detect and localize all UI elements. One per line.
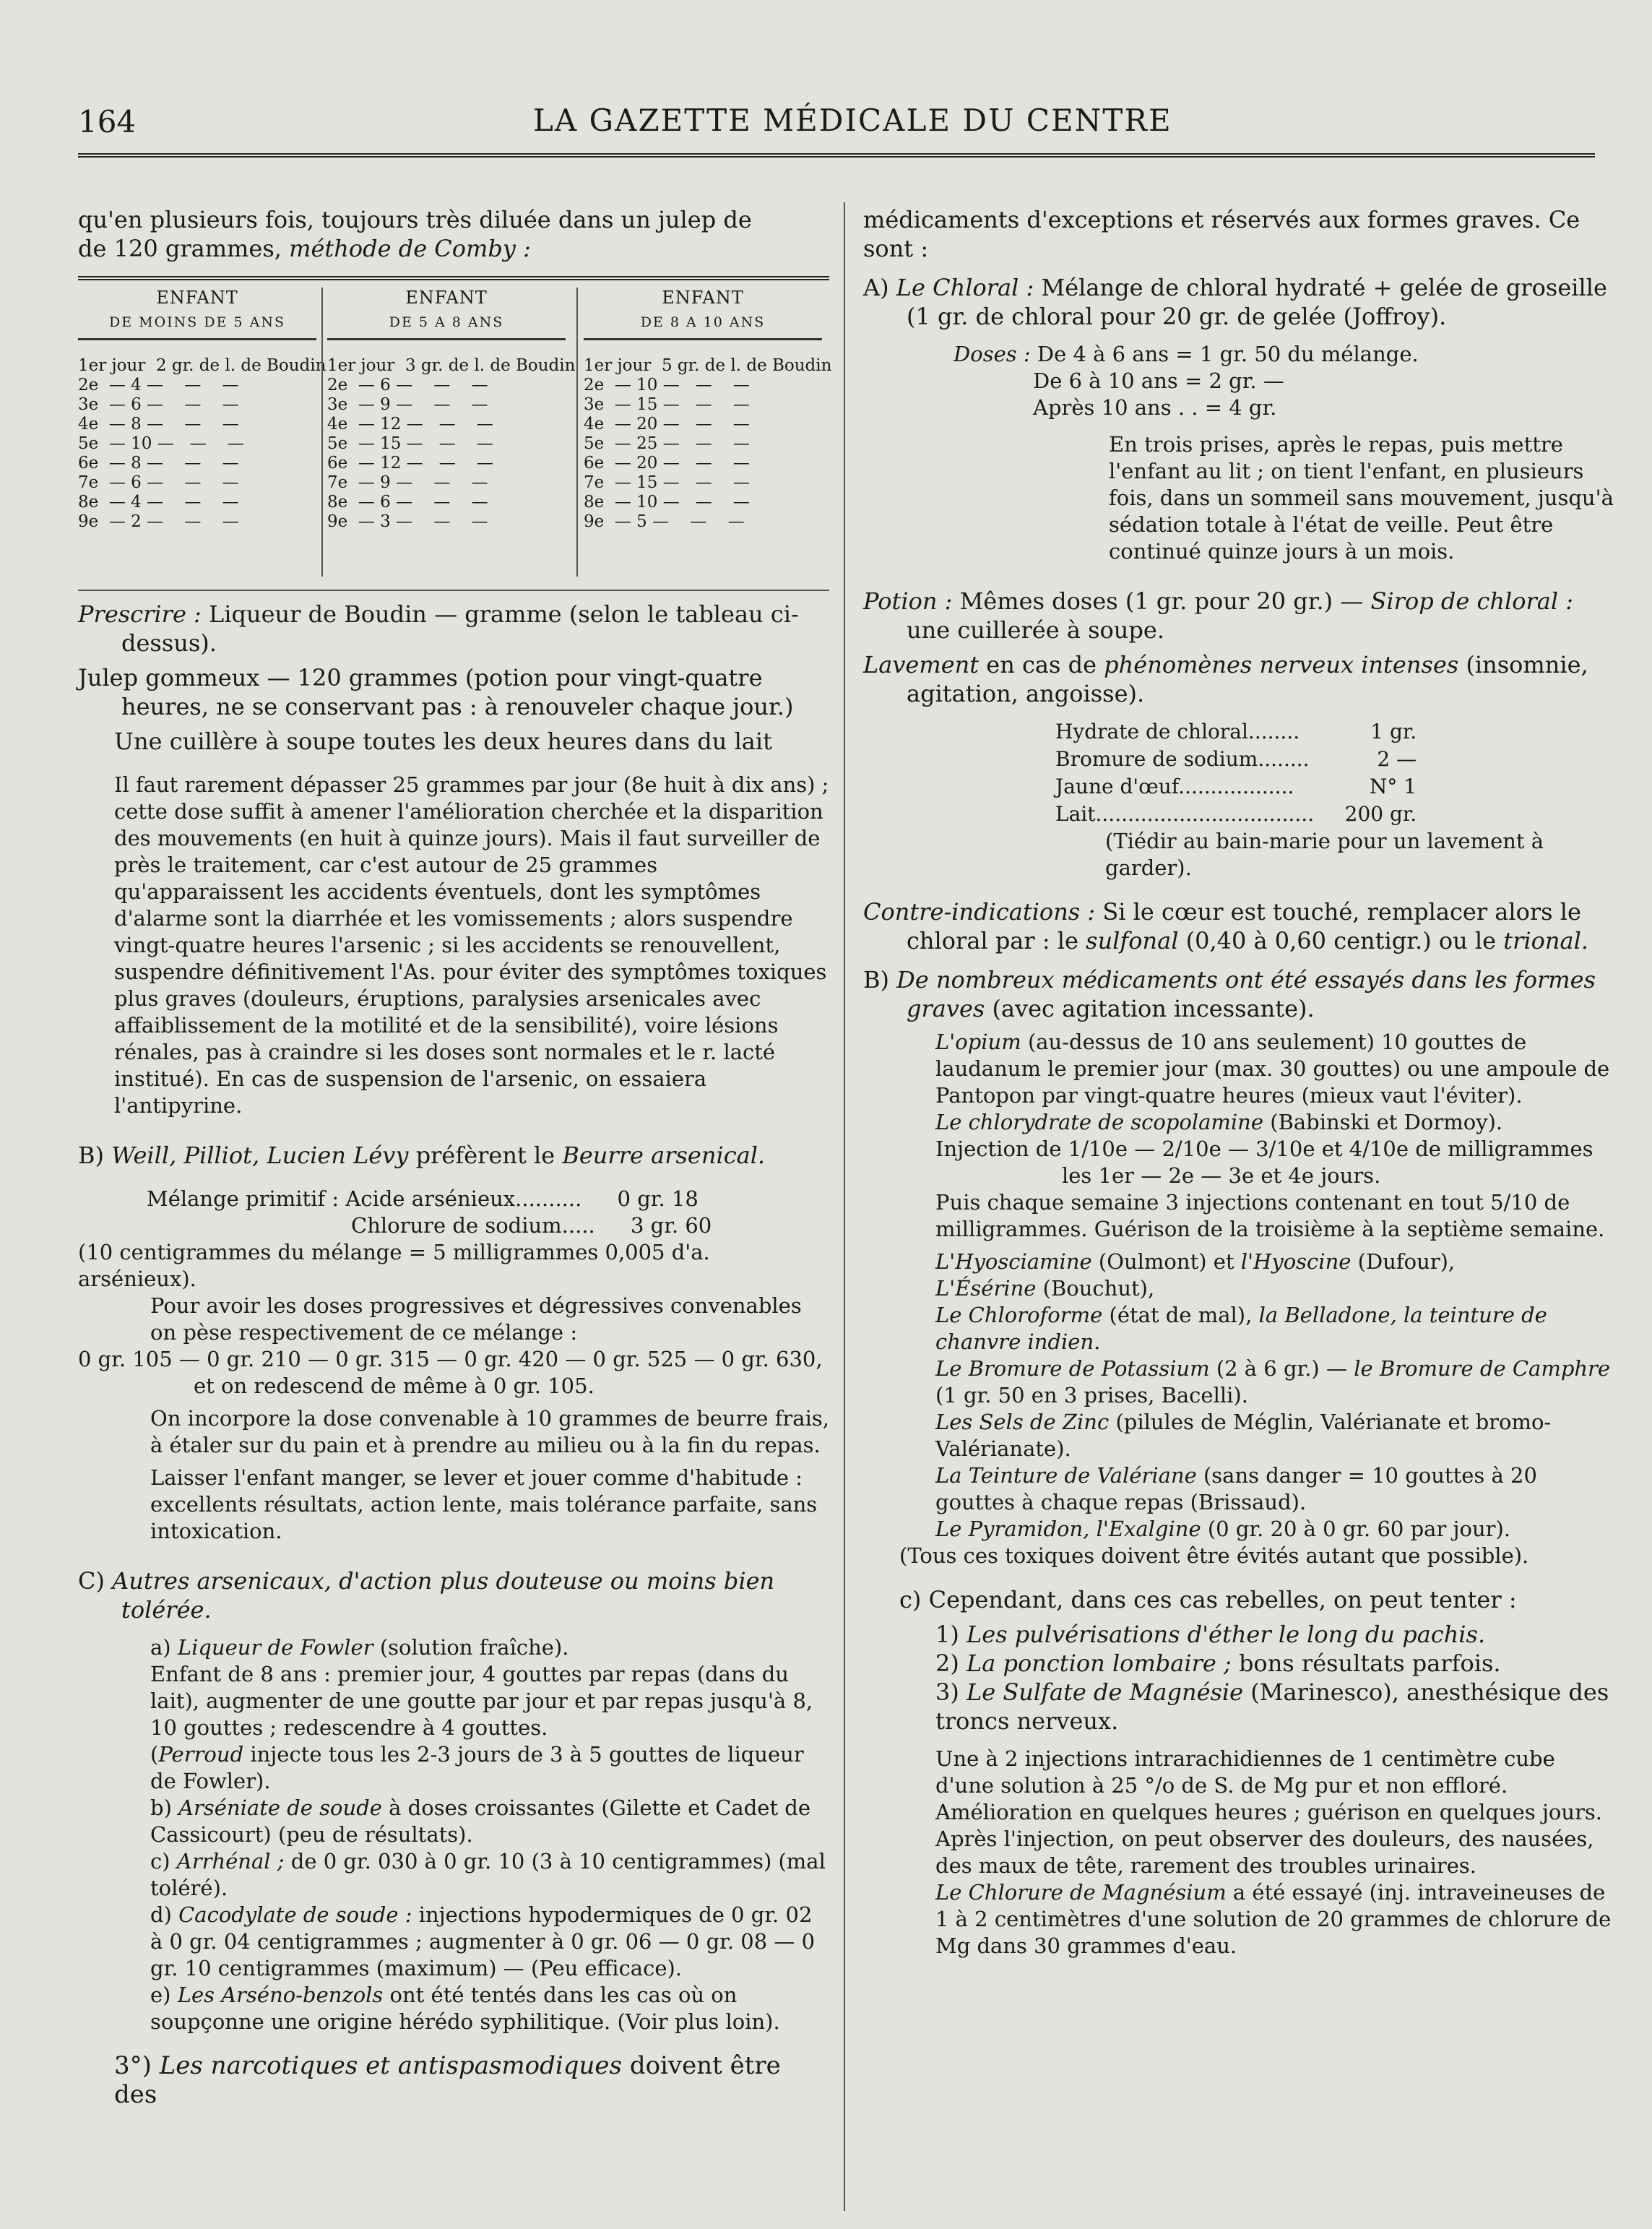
dose-rows [327, 356, 576, 532]
column-head: ENFANT [405, 288, 488, 308]
apres-paragraph: Après l'injection, on peut observer des douleurs, des nausées, des maux de tête, rarement des troubles urinaires. [935, 1827, 1594, 1878]
dose-row: 4e — 12 — — — [327, 415, 493, 434]
scopolamine-line: Le chlorydrate de scopolamine (Babinski et Dormoy). [935, 1110, 1503, 1134]
arseno-benzols-line: e) Les Arséno-benzols ont été tentés dans les cas où on soupçonne une origine hérédo syphilitique. (Voir plus loin). [150, 1983, 780, 2034]
recipe-row: Jaune d'œuf.................. N° 1 [1055, 775, 1417, 798]
dose-line: De 6 à 10 ans = 2 gr. — [1033, 368, 1284, 393]
dosage-column [584, 288, 832, 532]
incorpore-paragraph: On incorpore la dose convenable à 10 grammes de beurre frais, à étaler sur du pain et à prendre au milieu ou à la fin du repas. [150, 1406, 829, 1457]
arseniate-line: b) Arséniate de soude à doses croissantes (Gilette et Cadet de Cassicourt) (peu de résultats). [150, 1795, 811, 1847]
dose-row: 9e — 5 — — — [584, 512, 745, 531]
injection-line: Injection de 1/10e — 2/10e — 3/10e et 4/10e de milligrammes [935, 1137, 1593, 1161]
column-head: ENFANT [156, 288, 238, 308]
left-column [78, 205, 832, 2109]
bromure-line: Le Bromure de Potassium (2 à 6 gr.) — le Bromure de Camphre (1 gr. 50 en 3 prises, Bacelli). [935, 1356, 1611, 1407]
lavement-line: Lavement en cas de phénomènes nerveux intenses (insomnie, agitation, angoisse). [863, 651, 1588, 707]
dose-row: 4e — 8 — — — [78, 415, 239, 434]
injection-paragraph: Une à 2 injections intrarachidiennes de 1 centimètre cube d'une solution à 25 °/o de S. de Mg pur et non effloré. [935, 1746, 1555, 1798]
cacodylate-line: d) Cacodylate de soude : injections hypodermiques de 0 gr. 02 à 0 gr. 04 centigrammes ; augmenter à 0 gr. 06 — 0 gr. 08 — 0 gr. 10 centigrammes (maximum) — (Peu efficace). [150, 1902, 816, 1980]
tous-line: (Tous ces toxiques doivent être évités autant que possible). [899, 1543, 1529, 1568]
prescription: Prescrire : Liqueur de Boudin — gramme (selon le tableau ci-dessus). [78, 600, 799, 657]
section-b-heading: B) Weill, Pilliot, Lucien Lévy préfèrent le Beurre arsenical. [78, 1142, 766, 1169]
dose-row: 8e — 4 — — — [78, 493, 239, 512]
cuillere-line: Une cuillère à soupe toutes les deux heures dans du lait [114, 728, 772, 755]
column-subhead: DE MOINS DE 5 ANS [78, 312, 316, 340]
dose-row: 7e — 9 — — — [327, 473, 488, 492]
dose-row: 8e — 10 — — — [584, 493, 750, 512]
lavement-recipe [1051, 718, 1421, 828]
doses-paragraph: Pour avoir les doses progressives et dégressives convenables on pèse respectivement de ce mélange : [150, 1293, 802, 1345]
pyramidon-line: Le Pyramidon, l'Exalgine (0 gr. 20 à 0 gr. 60 par jour). [935, 1517, 1511, 1541]
fowler-dosage: Enfant de 8 ans : premier jour, 4 gouttes par repas (dans du lait), augmenter de une goutte par jour et par repas jusqu'à 8, 10 gouttes ; redescendre à 4 gouttes. [150, 1662, 813, 1740]
eserine-line: L'Ésérine (Bouchut), [935, 1276, 1155, 1301]
dosage-column [78, 288, 326, 532]
injection-line: les 1er — 2e — 3e et 4e jours. [1062, 1163, 1381, 1188]
dose-line: Doses : De 4 à 6 ans = 1 gr. 50 du mélange. [953, 342, 1419, 366]
doses-line: 0 gr. 105 — 0 gr. 210 — 0 gr. 315 — 0 gr. 420 — 0 gr. 525 — 0 gr. 630, [78, 1347, 823, 1371]
journal-title: LA GAZETTE MÉDICALE DU CENTRE [533, 103, 1172, 138]
zinc-line: Les Sels de Zinc (pilules de Méglin, Valérianate et bromo-Valérianate). [935, 1410, 1552, 1461]
dose-row: 9e — 3 — — — [327, 512, 488, 531]
dosage-column [327, 288, 576, 532]
doses-line: et on redescend de même à 0 gr. 105. [194, 1374, 594, 1398]
potion-line: Potion : Mêmes doses (1 gr. pour 20 gr.) — Sirop de chloral : une cuillerée à soupe. [863, 587, 1574, 644]
chloral-heading: A) Le Chloral : Mélange de chloral hydraté + gelée de groseille (1 gr. de chloral pour 20 gr. de gelée (Joffroy). [863, 274, 1607, 330]
melange-line-2: Chlorure de sodium..... 3 gr. 60 [351, 1213, 712, 1238]
dose-row: 1er jour 5 gr. de l. de Boudin [584, 356, 832, 375]
intro-line: de 120 grammes, méthode de Comby : [78, 235, 531, 262]
dose-row: 5e — 10 — — — [78, 434, 244, 453]
dose-row: 2e — 6 — — — [327, 376, 488, 395]
tiedir-line: (Tiédir au bain-marie pour un lavement à garder). [1105, 829, 1544, 880]
recipe-row: Hydrate de chloral........ 1 gr. [1055, 720, 1417, 743]
dose-row: 3e — 15 — — — [584, 395, 750, 414]
column-head: ENFANT [662, 288, 744, 308]
perroud-line: (Perroud injecte tous les 2-3 jours de 3 à 5 gouttes de liqueur de Fowler). [150, 1742, 804, 1793]
dose-row: 6e — 20 — — — [584, 454, 750, 473]
dose-row: 1er jour 2 gr. de l. de Boudin [78, 356, 326, 375]
dose-row: 6e — 12 — — — [327, 454, 493, 473]
table-divider [321, 288, 323, 577]
laisser-paragraph: Laisser l'enfant manger, se lever et jouer comme d'habitude : excellents résultats, action lente, mais tolérance parfaite, sans intoxication. [150, 1465, 818, 1543]
page-number: 164 [78, 104, 137, 139]
dose-row: 2e — 4 — — — [78, 376, 239, 395]
centigrammes-line: (10 centigrammes du mélange = 5 milligrammes 0,005 d'a. arsénieux). [78, 1240, 710, 1291]
dose-row: 4e — 20 — — — [584, 415, 750, 434]
dose-row: 1er jour 3 gr. de l. de Boudin [327, 356, 576, 375]
fowler-heading: a) Liqueur de Fowler (solution fraîche). [150, 1635, 569, 1660]
header-rule [78, 153, 1595, 158]
section-c-heading: C) Autres arsenicaux, d'action plus douteuse ou moins bien tolérée. [78, 1567, 775, 1624]
dose-row: 2e — 10 — — — [584, 376, 750, 395]
right-column [863, 205, 1614, 1959]
puis-paragraph: Puis chaque semaine 3 injections contenant en tout 5/10 de milligrammes. Guérison de la troisième à la septième semaine. [935, 1190, 1605, 1241]
dose-row: 5e — 15 — — — [327, 434, 493, 453]
dose-row: 6e — 8 — — — [78, 454, 239, 473]
column-divider [844, 202, 845, 2211]
contre-indications: Contre-indications : Si le cœur est touché, remplacer alors le chloral par : le sulfonal (0,40 à 0,60 centigr.) ou le trional. [863, 898, 1588, 954]
table-bottom-rule [78, 590, 829, 591]
dose-rows [584, 356, 832, 532]
dose-row: 8e — 6 — — — [327, 493, 488, 512]
page-header [78, 98, 1602, 156]
recipe-row: Bromure de sodium........ 2 — [1055, 747, 1417, 771]
option-item: 1) Les pulvérisations d'éther le long du pachis. [935, 1621, 1486, 1648]
arrhenal-line: c) Arrhénal ; de 0 gr. 030 à 0 gr. 10 (3 à 10 centigrammes) (mal toléré). [150, 1849, 826, 1900]
amelioration-paragraph: Amélioration en quelques heures ; guérison en quelques jours. [935, 1800, 1603, 1824]
dose-row: 7e — 6 — — — [78, 473, 239, 492]
table-divider [576, 288, 578, 577]
melange-line-1: Mélange primitif : Acide arsénieux.......... 0 gr. 18 [147, 1186, 699, 1211]
recipe-row: Lait.................................. 200 gr. [1055, 802, 1417, 826]
chloroforme-line: Le Chloroforme (état de mal), la Belladone, la teinture de chanvre indien. [935, 1303, 1547, 1354]
section-c-heading: c) Cependant, dans ces cas rebelles, on peut tenter : [899, 1586, 1517, 1613]
dosage-table [78, 276, 832, 591]
hyosciamine-line: L'Hyosciamine (Oulmont) et l'Hyoscine (Dufour), [935, 1249, 1456, 1274]
column-subhead: DE 5 A 8 ANS [327, 312, 566, 340]
dose-row: 3e — 6 — — — [78, 395, 239, 414]
trois-prises-paragraph: En trois prises, après le repas, puis mettre l'enfant au lit ; on tient l'enfant, en plusieurs fois, dans un sommeil sans mouvement, jusqu'à sédation totale à l'état de veille. Peut être continué quinze jours à un mois. [1109, 432, 1614, 564]
dose-rows [78, 356, 326, 532]
intro-line: médicaments d'exceptions et réservés aux formes graves. Ce sont : [863, 206, 1580, 262]
opium-line: L'opium (au-dessus de 10 ans seulement) 10 gouttes de laudanum le premier jour (max. 30 gouttes) ou une ampoule de Pantopon par vingt-quatre heures (mieux vaut l'éviter). [935, 1030, 1610, 1108]
dose-line: Après 10 ans . . = 4 gr. [1033, 395, 1277, 420]
julep-line: Julep gommeux — 120 grammes (potion pour vingt-quatre heures, ne se conservant pas : à renouveler chaque jour.) [78, 664, 794, 720]
dose-row: 5e — 25 — — — [584, 434, 750, 453]
section-3-heading: 3°) Les narcotiques et antispasmodiques doivent être des [114, 2051, 781, 2109]
valeriane-line: La Teinture de Valériane (sans danger = 10 gouttes à 20 gouttes à chaque repas (Brissaud). [935, 1463, 1537, 1514]
dose-row: 9e — 2 — — — [78, 512, 239, 531]
intro-line: qu'en plusieurs fois, toujours très diluée dans un julep de [78, 206, 752, 233]
column-subhead: DE 8 A 10 ANS [584, 312, 822, 340]
section-b-heading: B) De nombreux médicaments ont été essayés dans les formes graves (avec agitation incessante). [863, 966, 1596, 1022]
dose-row: 7e — 15 — — — [584, 473, 750, 492]
option-item: 2) La ponction lombaire ; bons résultats parfois. [935, 1650, 1501, 1677]
chlorure-paragraph: Le Chlorure de Magnésium a été essayé (inj. intraveineuses de 1 à 2 centimètres d'une solution de 20 grammes de chlorure de Mg dans 30 grammes d'eau. [935, 1880, 1612, 1958]
dose-row: 3e — 9 — — — [327, 395, 488, 414]
option-item: 3) Le Sulfate de Magnésie (Marinesco), anesthésique des troncs nerveux. [935, 1678, 1609, 1735]
paragraph-surveillance: Il faut rarement dépasser 25 grammes par jour (8e huit à dix ans) ; cette dose suffit à amener l'amélioration cherchée et la disparition des mouvements (en huit à quinze jours). Mais il faut surveiller de près le traitement, car c'est autour de 25 grammes qu'apparaissent les accidents éventuels, dont les symptômes d'alarme sont la diarrhée et les vomissements ; alors suspendre vingt-quatre heures l'arsenic ; si les accidents se renouvellent, suspendre définitivement l'As. pour éviter des symptômes toxiques plus graves (douleurs, éruptions, paralysies arsenicales avec affaiblissement de la motilité et de la sensibilité), voire lésions rénales, pas à craindre si les doses sont normales et le r. lacté institué). En cas de suspension de l'arsenic, on essaiera l'antipyrine. [114, 772, 829, 1118]
